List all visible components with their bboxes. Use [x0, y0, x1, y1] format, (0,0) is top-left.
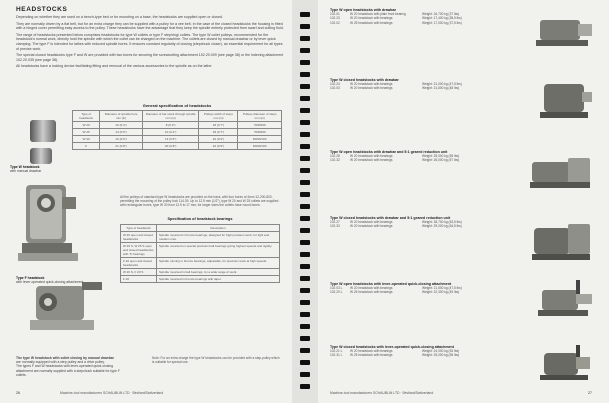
binding-ring: [300, 180, 310, 185]
table-header-row: [73, 111, 282, 122]
table-header: Type of headstock: [73, 111, 100, 122]
product-weight: Weight: 25,000 kg (55 lbs): [422, 353, 460, 358]
product-block: [330, 216, 600, 229]
binding-ring: [300, 120, 310, 125]
product-desc: W 20 headstock with bearings: [350, 86, 393, 91]
spec-table: [72, 110, 282, 150]
binding-ring: [300, 216, 310, 221]
binding-ring: [300, 156, 310, 161]
spec-table-title: General specification of headstocks: [142, 103, 212, 108]
table-cell: W 20 S, F 20 S: [121, 269, 157, 276]
table-row: [121, 258, 280, 269]
table-row: [121, 269, 280, 276]
product-code: 102.03: [330, 86, 340, 91]
table-row: [121, 276, 280, 283]
table-row: [73, 122, 282, 129]
bottom-note: Note: For an extra charge the type W headstocks can be provided with a step-pulley which is suitable for special use.: [152, 356, 280, 364]
footer-left: Machine-tool manufacturers SCHAUBLIN LTD · Bévilard/Switzerland: [60, 391, 164, 395]
binding-ring: [300, 348, 310, 353]
headstock-closed-image: [536, 78, 594, 122]
table-cell: Spindle mounted in bronze bearings with taper.: [157, 276, 280, 283]
table-cell: 20 (0.8"): [142, 143, 198, 150]
table-cell: F 20: [121, 276, 157, 283]
binding-ring: [300, 72, 310, 77]
table-row: [73, 129, 282, 136]
table-cell: W 20 S, W 25 S open and closed headstocks with 'S' bearings: [121, 243, 157, 258]
table-header: Pulleys width of steps mm (in): [199, 111, 238, 122]
page-number-right: 27: [588, 391, 592, 395]
binding-ring: [300, 228, 310, 233]
binding-ring: [300, 276, 310, 281]
range-paragraph: The range of headstocks presented below comprises headstocks for type W collets or type F step/ring/ collets. The type W collet pulleys, recommended for the headstock's normal work, directly hold the spindle with which the collet can be changed on the machine. The collets are closed by manual drawbar or by lever quick clamping. The type F is intended for lathes with reduced spindle bores. It ensures constant regularity of closing (stepchuck closer), an essential requirement for all types of precise work.: [16, 32, 283, 51]
binding-ring: [300, 96, 310, 101]
table-cell: 70/80/90: [238, 129, 282, 136]
table-header: Diameter of spindle bore mm (in): [100, 111, 143, 122]
product-title: Type W open headstocks with lever-operated quick-closing attachment: [330, 282, 452, 286]
table-cell: F: [73, 143, 100, 150]
table-row: [73, 136, 282, 143]
bottom-text-line: are normally equipped with a step pulley and a drive pulley.: [16, 360, 105, 365]
caption-subtitle: with manual drawbar: [10, 169, 42, 174]
table-cell: 13 (0.5"): [142, 136, 198, 143]
table-cell: W 20: [73, 122, 100, 129]
table-cell: 8 (0.3"): [142, 122, 198, 129]
page-title: HEADSTOCKS: [16, 6, 68, 13]
binding-ring: [300, 60, 310, 65]
table-header: Pulleys diameter of steps mm (in): [238, 111, 282, 122]
table-cell: 22 (0.9"): [199, 136, 238, 143]
table-header: Diameter of bar stock through spindle mm (in): [142, 111, 198, 122]
binding-ring: [300, 312, 310, 317]
binding-ring: [300, 336, 310, 341]
binding-ring: [300, 372, 310, 377]
product-desc: W 20 headstock with bearings: [350, 154, 393, 158]
spec-notes: All the pulleys of standard type W headstocks are provided on the back, with four bores of 4mm 12-200-800, permitting the mounting of the pulley lock 114.39. Up to 12.5 mm (1/2"), type W 20 and W 25 collets are supplied with rectangular bores, type W 30 from 12.5 to 17 mm; for larger sizes the collets have round bores.: [120, 195, 279, 207]
table-cell: Spindle mounted in ball bearings, for a wide range of work.: [157, 269, 280, 276]
binding-ring: [300, 48, 310, 53]
product-desc: W 25 headstock with bearings: [350, 290, 393, 295]
product-weight: Weight: 28,700 kg (63,5 lbs): [422, 220, 462, 224]
bottom-text-line: The types F and W headstocks with lever-operated quick-closing attachment are normally supplied with a stepchuck suitable for type F collets.: [16, 364, 120, 377]
table-row: [121, 232, 280, 243]
binding-ring: [300, 252, 310, 257]
product-desc: W 25 headstock with bearings: [350, 353, 393, 358]
product-code: 102.21 L: [330, 349, 343, 353]
product-desc: W 20 headstock with bearings: [350, 224, 393, 229]
drive-paragraph: They are normally driven by a flat belt, but for an extra charge they can be supplied with a pulley for a vee belt. In the case of the closed headstocks the housing is fitted with a hinged cover permitting easy access to the pulley. These headstocks have the advantage that they keep the spindle entirely protected from swarf and cutting fluid.: [16, 21, 284, 31]
table-cell: F 20 open and closed headstocks: [121, 258, 157, 269]
table-row: [73, 143, 282, 150]
product-desc: W 20 headstock with plain front bearing: [350, 12, 406, 16]
product-block: [330, 78, 600, 91]
table-cell: W 20 open and closed headstocks: [121, 232, 157, 243]
binding-ring: [300, 168, 310, 173]
product-weight: Weight: 21,500 kg (47,5 lbs): [422, 286, 462, 290]
footer-right: Machine-tool manufacturers SCHAUBLIN LTD · Bévilard/Switzerland: [330, 391, 434, 395]
collet-image: [30, 120, 56, 142]
binding-ring: [300, 288, 310, 293]
product-code: 102.01: [330, 12, 340, 16]
table-cell: 21 (0.8"): [100, 143, 143, 150]
product-title: Type W open headstocks with drawbar: [330, 8, 397, 12]
headstock-w-image: [18, 175, 80, 273]
product-code: 102.32: [330, 158, 340, 163]
table-cell: 22 (0.9"): [199, 143, 238, 150]
bearing-table-title: Specification of headstock bearings: [167, 217, 233, 221]
product-block: [330, 345, 600, 358]
caption-title: Type W headstock: [10, 165, 40, 169]
binding-ring: [300, 360, 310, 365]
product-code: 102.28: [330, 154, 340, 158]
product-weight: Weight: 21,000 kg (47,5 lbs): [422, 82, 462, 86]
table-cell: Spindle mounted on special precision ball bearings giving highest speeds and rigidity.: [157, 243, 280, 258]
product-block: [330, 8, 600, 25]
headstock-f-image: [22, 278, 106, 336]
table-row: [121, 243, 280, 258]
table-cell: 10 (0.4"): [100, 122, 143, 129]
product-code: 102.27: [330, 220, 340, 224]
product-desc: W 20 headstock with bearings: [350, 220, 393, 224]
product-weight: Weight: 22,300 kg (49 lbs): [422, 290, 460, 295]
product-desc: W 20 headstock with bearings: [350, 349, 393, 353]
binding-ring: [300, 264, 310, 269]
product-weight: Weight: 29,000 kg (64,5 lbs): [422, 224, 462, 229]
caption-title: Type F headstock: [16, 276, 45, 280]
product-weight: Weight: 25,000 kg (55 lbs): [422, 154, 460, 158]
table-cell: W 25: [73, 129, 100, 136]
product-block: [330, 282, 600, 295]
product-code: 102.31 L: [330, 353, 343, 358]
caption-type-w: [10, 165, 41, 173]
product-desc: W 20 headstock with bearings: [350, 158, 393, 163]
headstock-geared-open-image: [528, 152, 594, 192]
binding-ring: [300, 108, 310, 113]
table-cell: 80/90/100: [238, 136, 282, 143]
table-header: Type of headstock: [121, 225, 157, 232]
spiral-binding: [292, 0, 318, 403]
headstock-geared-closed-image: [530, 220, 594, 264]
table-cell: 80/90/100: [238, 143, 282, 150]
binding-ring: [300, 240, 310, 245]
product-desc: W 20 headstock with bearings: [350, 286, 393, 290]
product-code: 102.23: [330, 16, 340, 21]
headstock-open-image: [534, 10, 594, 50]
bottom-text-heading: The type W headstock with collet closing by manual drawbar: [16, 356, 114, 360]
binding-ring: [300, 384, 310, 389]
special-paragraph: The special closed headstocks type F and W are provided with two bores for securing the screwcutting attachment 102.20.009 (see page 38) or the indexing attachment 102.20.035 (see page 38).: [16, 53, 284, 62]
product-weight: Weight: 21,600 kg (48 lbs): [422, 86, 460, 91]
product-title: Type W closed headstocks with drawbar: [330, 78, 399, 82]
intro-paragraph: Depending on whether they are used on a bench-type bed or for mounting on a base, the headstocks are supplied open or closed.: [16, 15, 223, 19]
table-cell: 18 (0.7"): [199, 129, 238, 136]
product-title: Type W closed headstocks with drawbar and 5:1 geared reduction unit: [330, 216, 451, 220]
binding-ring: [300, 84, 310, 89]
headstock-lever-closed-image: [538, 345, 594, 383]
product-code: 102.20 L: [330, 290, 343, 295]
table-cell: Spindle mounted in bronze bearings, designed for high precision work, for light and medium cuts.: [157, 232, 280, 243]
binding-ring: [300, 204, 310, 209]
table-cell: 13 (0.5"): [100, 129, 143, 136]
collet-image: [30, 148, 52, 164]
product-weight: Weight: 24,000 kg (53 lbs): [422, 349, 460, 353]
binding-ring: [300, 300, 310, 305]
product-code: 102.33: [330, 224, 340, 229]
right-page: [318, 0, 609, 403]
table-header: Description: [157, 225, 280, 232]
caption-subtitle: with lever-operated quick-closing attachment: [16, 280, 84, 285]
table-cell: 70/80/90: [238, 122, 282, 129]
binding-ring: [300, 144, 310, 149]
product-code: 102.24: [330, 82, 340, 86]
page-number-left: 26: [16, 391, 20, 395]
product-title: Type W closed headstocks with lever-operated quick-closing attachment: [330, 345, 454, 349]
product-weight: Weight: 17,000 kg (37,5 lbs): [422, 20, 462, 25]
bearing-table: [120, 224, 280, 283]
table-cell: 18 (0.7"): [199, 122, 238, 129]
product-weight: Weight: 26,000 kg (57 lbs): [422, 158, 460, 163]
table-cell: 10 (0.4"): [142, 129, 198, 136]
binding-ring: [300, 324, 310, 329]
table-cell: Spindle running in bronze bearings, adjustable, for precision work at high speeds.: [157, 258, 280, 269]
binding-ring: [300, 24, 310, 29]
caption-type-f: [16, 276, 83, 284]
headstock-lever-open-image: [536, 278, 594, 320]
product-desc: W 20 headstock with bearings: [350, 82, 393, 86]
binding-ring: [300, 192, 310, 197]
table-cell: W 30: [73, 136, 100, 143]
product-title: Type W open headstocks with drawbar and 5:1 geared reduction unit: [330, 150, 448, 154]
product-weight: Weight: 17,400 kg (38,5 lbs): [422, 16, 462, 21]
bottom-text: [16, 356, 126, 377]
binding-ring: [300, 132, 310, 137]
binding-ring: [300, 12, 310, 17]
table-cell: 16 (0.6"): [100, 136, 143, 143]
product-weight: Weight: 16,700 kg (37 lbs): [422, 12, 460, 16]
table-header-row: [121, 225, 280, 232]
locking-paragraph: All headstocks have a locking device facilitating fitting and removal of the various accessories to the spindle as on the lathe.: [16, 64, 213, 69]
product-desc: W 20 headstock with bearings: [350, 16, 393, 21]
binding-ring: [300, 36, 310, 41]
product-code: 102.02: [330, 20, 340, 25]
product-code: 102.03 L: [330, 286, 343, 290]
product-block: [330, 150, 600, 163]
product-desc: W 25 headstock with bearings: [350, 20, 393, 25]
